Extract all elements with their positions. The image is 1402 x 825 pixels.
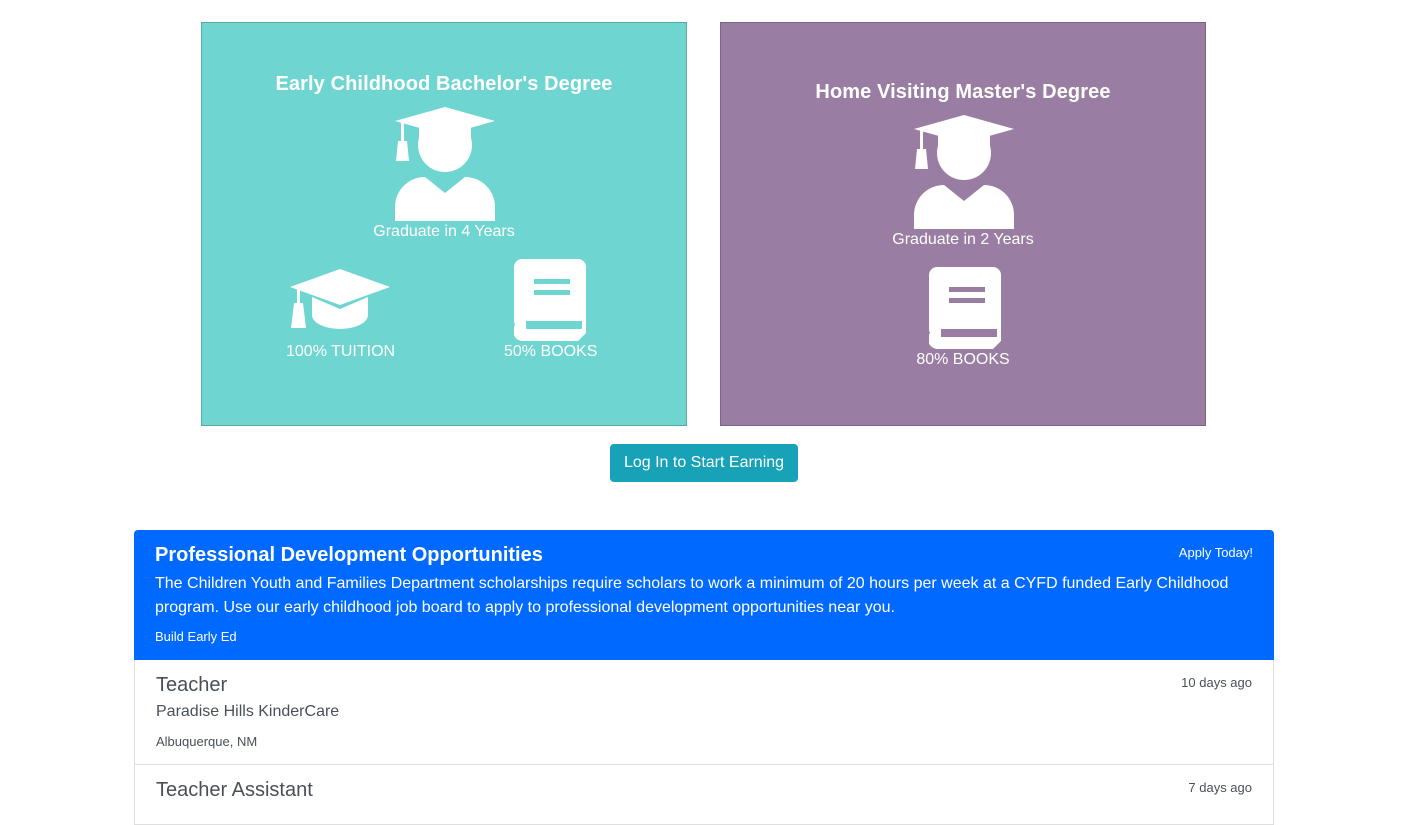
opportunities-title: Professional Development Opportunities (155, 544, 543, 566)
bachelor-duration: Graduate in 4 Years (373, 223, 515, 240)
apply-today-badge: Apply Today! (1178, 545, 1253, 560)
opportunities-list (134, 530, 1274, 800)
opportunities-description: The Children Youth and Families Department scholarships require scholars to work a minimum of 20 hours per week at a CYFD funded Early Childhood program. Use our early childhood job board to apply to professional development opportunities near you. (155, 575, 1229, 616)
job-title: Teacher (156, 674, 228, 696)
books-label: 50% BOOKS (504, 343, 598, 360)
job-location: Albuquerque, NM (156, 734, 258, 749)
job-list-item[interactable] (134, 765, 1274, 825)
graduation-cap-icon (290, 269, 390, 329)
job-employer: Paradise Hills KinderCare (156, 703, 340, 720)
book-icon (514, 259, 586, 341)
tuition-label: 100% TUITION (286, 343, 396, 360)
master-duration: Graduate in 2 Years (892, 231, 1034, 248)
graduate-icon (914, 115, 1014, 229)
opportunities-source: Build Early Ed (155, 629, 237, 644)
login-button[interactable]: Log In to Start Earning (610, 444, 798, 482)
bachelor-degree-card (201, 22, 687, 426)
job-list-item[interactable] (134, 660, 1274, 765)
job-title: Teacher Assistant (156, 779, 313, 801)
bachelor-degree-title: Early Childhood Bachelor's Degree (275, 73, 613, 95)
job-posted-time: 10 days ago (1181, 675, 1252, 690)
job-posted-time: 7 days ago (1188, 780, 1252, 795)
book-icon (929, 267, 1001, 349)
master-degree-card (720, 22, 1206, 426)
opportunities-header-item[interactable] (134, 530, 1274, 660)
master-books-label: 80% BOOKS (916, 351, 1010, 368)
graduate-icon (395, 107, 495, 221)
master-degree-title: Home Visiting Master's Degree (815, 81, 1111, 103)
